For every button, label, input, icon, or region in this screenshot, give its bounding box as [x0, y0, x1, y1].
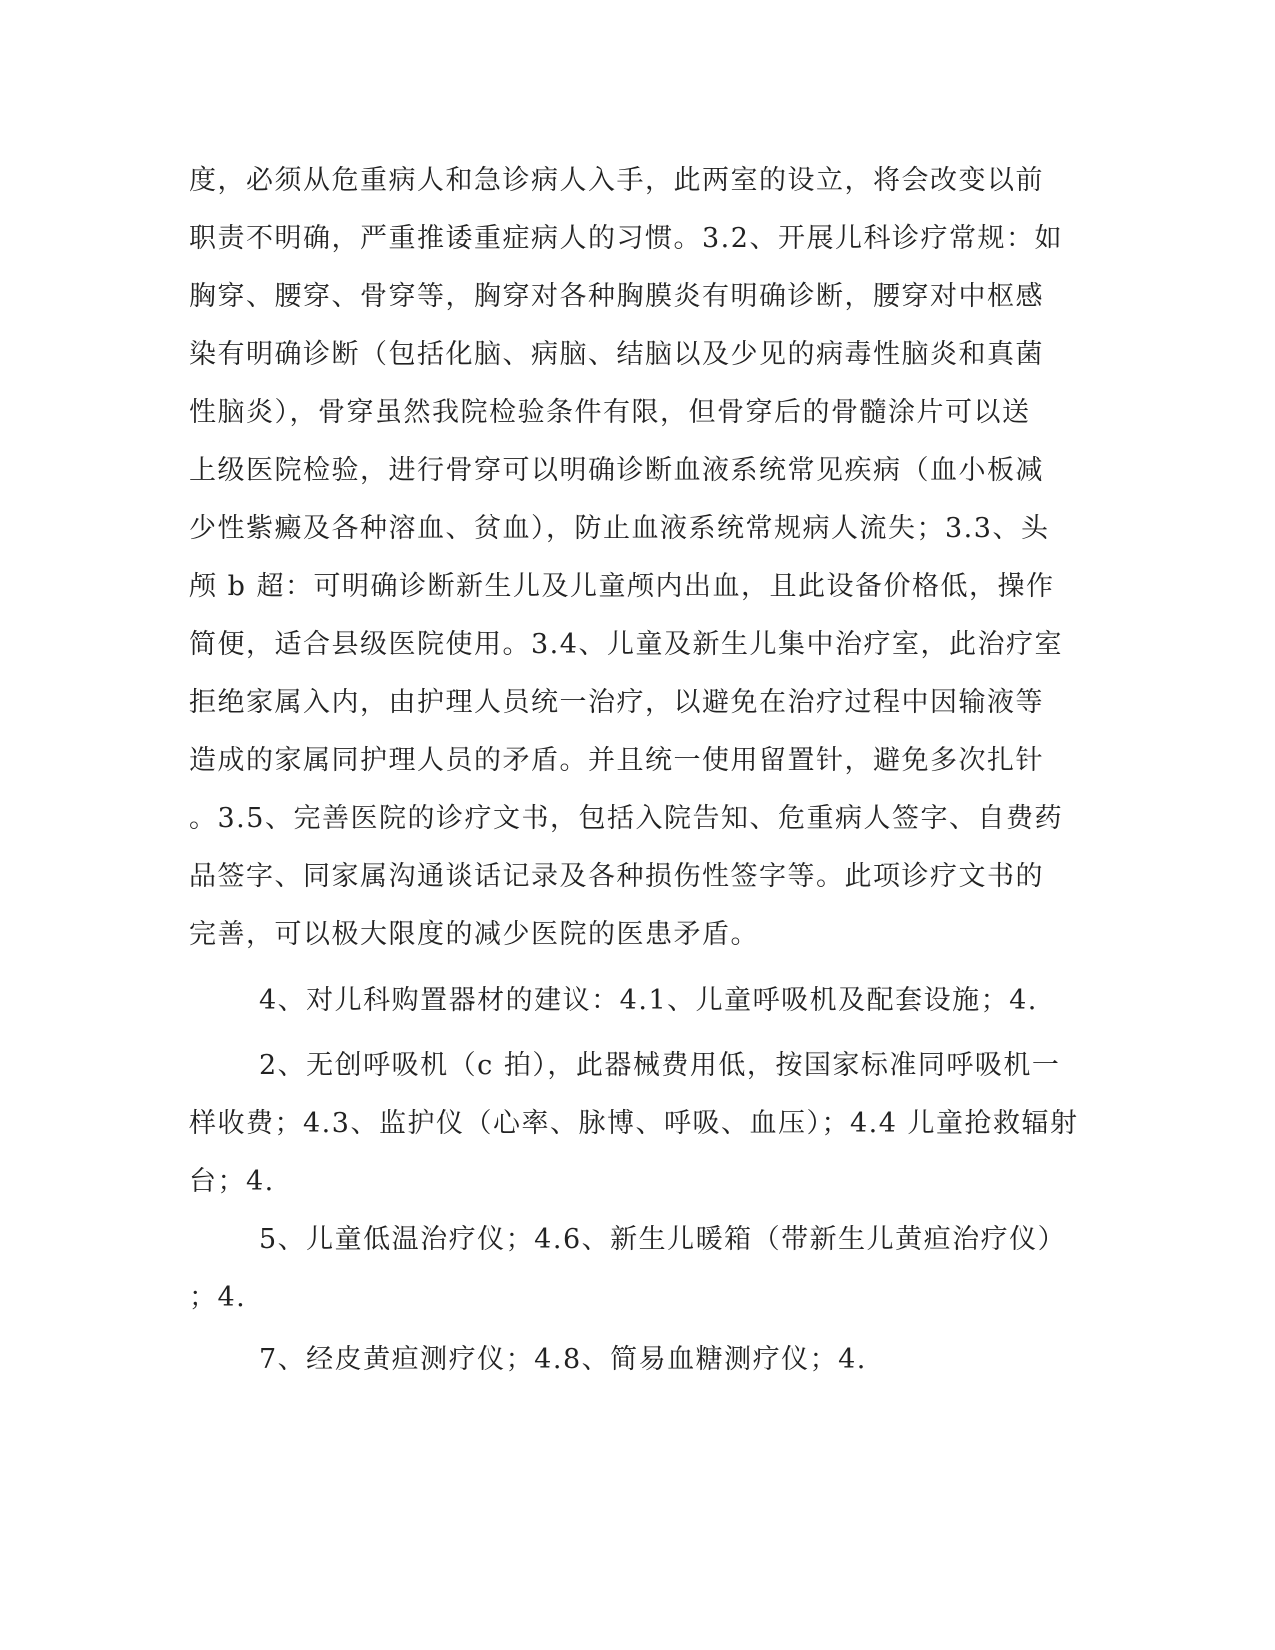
text-line: 拒绝家属入内，由护理人员统一治疗，以避免在治疗过程中因输液等 — [189, 687, 1044, 718]
text-line: 台；4. — [189, 1166, 275, 1197]
text-line: 胸穿、腰穿、骨穿等，胸穿对各种胸膜炎有明确诊断，腰穿对中枢感 — [189, 281, 1044, 312]
text-line: 染有明确诊断（包括化脑、病脑、结脑以及少见的病毒性脑炎和真菌 — [189, 339, 1044, 370]
text-line: 少性紫癜及各种溶血、贫血），防止血液系统常规病人流失；3.3、头 — [189, 513, 1050, 544]
text-line: 性脑炎），骨穿虽然我院检验条件有限，但骨穿后的骨髓涂片可以送 — [189, 397, 1031, 428]
text-line: 完善，可以极大限度的减少医院的医患矛盾。 — [189, 919, 759, 950]
text-line: ；4. — [189, 1282, 247, 1313]
text-line: 造成的家属同护理人员的矛盾。并且统一使用留置针，避免多次扎针 — [189, 745, 1044, 776]
text-line: 颅 b 超：可明确诊断新生儿及儿童颅内出血，且此设备价格低，操作 — [189, 571, 1055, 602]
text-line: 度，必须从危重病人和急诊病人入手，此两室的设立，将会改变以前 — [189, 165, 1044, 196]
paragraph-line-indented: 7、经皮黄疸测疗仪；4.8、简易血糖测疗仪；4. — [259, 1344, 867, 1375]
paragraph-line-indented: 4、对儿科购置器材的建议：4.1、儿童呼吸机及配套设施；4. — [259, 985, 1038, 1016]
text-line: 品签字、同家属沟通谈话记录及各种损伤性签字等。此项诊疗文书的 — [189, 861, 1044, 892]
text-line: 职责不明确，严重推诿重症病人的习惯。3.2、开展儿科诊疗常规：如 — [189, 223, 1063, 254]
text-line: 上级医院检验，进行骨穿可以明确诊断血液系统常见疾病（血小板减 — [189, 455, 1044, 486]
text-line: 。3.5、完善医院的诊疗文书，包括入院告知、危重病人签字、自费药 — [189, 803, 1063, 834]
text-line: 样收费；4.3、监护仪（心率、脉博、呼吸、血压）；4.4 儿童抢救辐射 — [189, 1108, 1079, 1139]
paragraph-line-indented: 5、儿童低温治疗仪；4.6、新生儿暖箱（带新生儿黄疸治疗仪） — [259, 1224, 1067, 1255]
text-line: 简便，适合县级医院使用。3.4、儿童及新生儿集中治疗室，此治疗室 — [189, 629, 1063, 660]
paragraph-line-indented: 2、无创呼吸机（c 拍），此器械费用低，按国家标准同呼吸机一 — [259, 1050, 1061, 1081]
